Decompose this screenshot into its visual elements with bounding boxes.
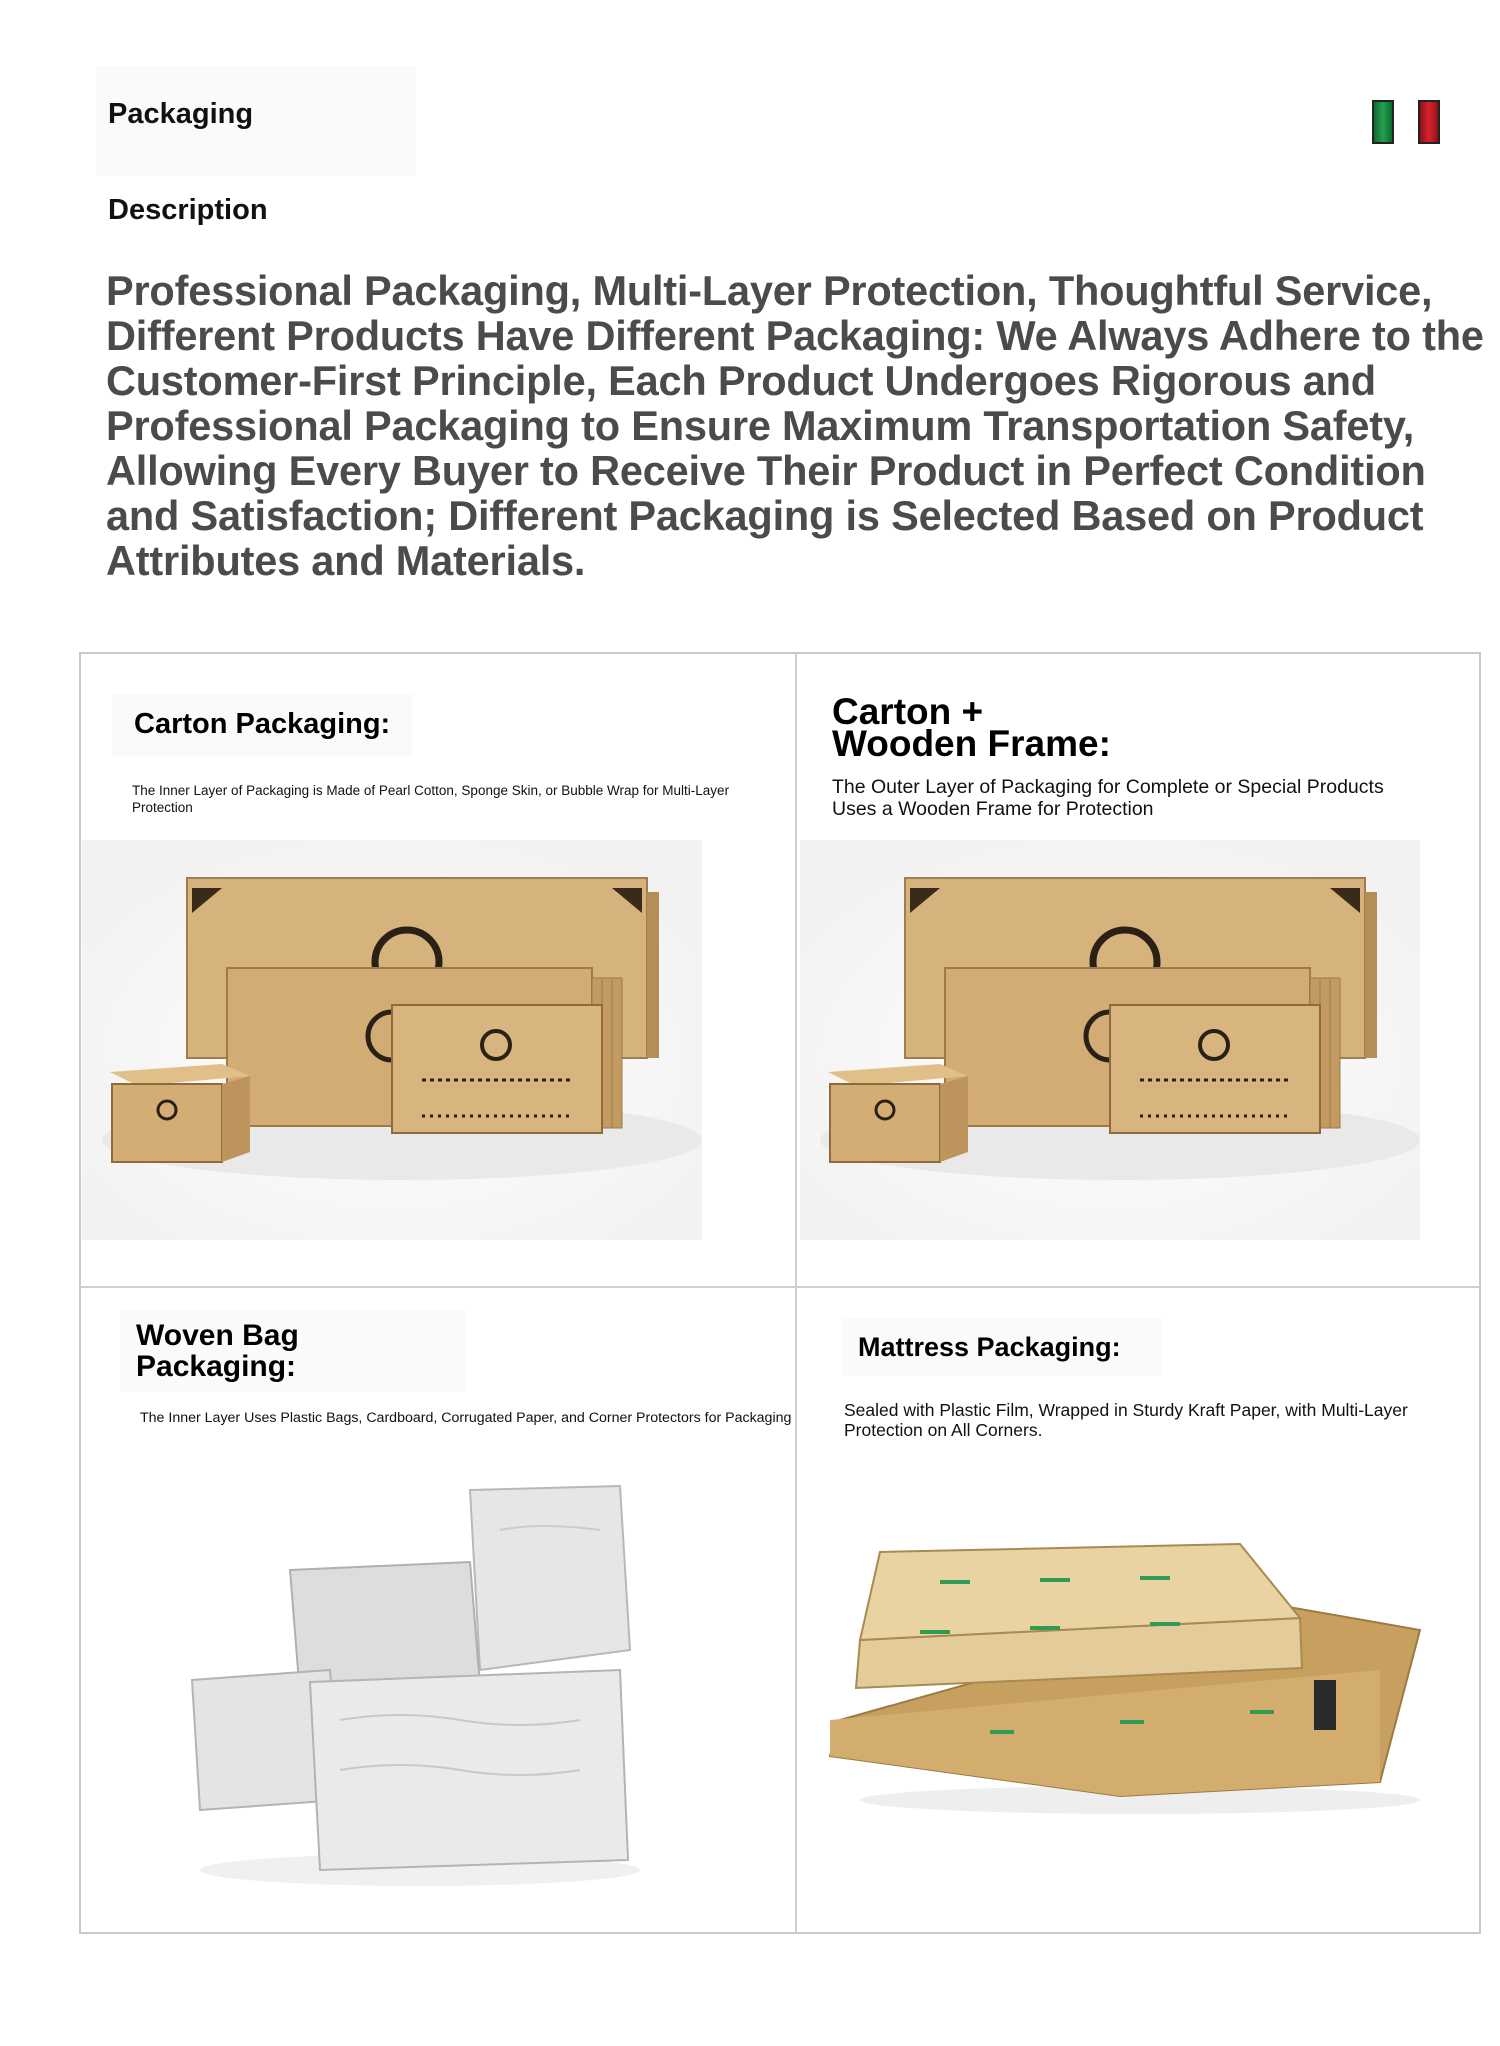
page-title: Packaging Description (96, 66, 416, 176)
cell-2-description: The Outer Layer of Packaging for Complete or Special Products Uses a Wooden Frame for Protection (832, 776, 1384, 820)
cell-3-title: Woven Bag Packaging: (136, 1319, 299, 1383)
cell-4-description: Sealed with Plastic Film, Wrapped in Sturdy Kraft Paper, with Multi-Layer Protection on All Corners. (844, 1400, 1408, 1440)
grid-divider-vertical (795, 654, 797, 1932)
cell-3-description: The Inner Layer Uses Plastic Bags, Cardboard, Corrugated Paper, and Corner Protectors for Packaging (140, 1410, 792, 1426)
flag-green-icon (1372, 100, 1394, 144)
kraft-mattress-image (820, 1520, 1430, 1820)
woven-bags-image (180, 1470, 650, 1890)
carton-boxes-image (82, 840, 702, 1240)
cell-1-title: Carton Packaging: (134, 708, 391, 740)
cell-1-description: The Inner Layer of Packaging is Made of Pearl Cotton, Sponge Skin, or Bubble Wrap for Multi-Layer Protection (132, 783, 730, 815)
intro-paragraph: Professional Packaging, Multi-Layer Protection, Thoughtful Service, Different Products Have Different Packaging: We Always Adhere to the Customer-First Principle, Each Product Undergoes Rigorous and Professional Packaging to Ensure Maximum Transportation Safety, Allowing Every Buyer to Receive Their Product in Perfect Condition and Satisfaction; Different Packaging is Selected Based on Product Attributes and Materials. (106, 267, 1484, 584)
carton-wooden-frame-image (800, 840, 1420, 1240)
cell-2-title: Carton + Wooden Frame: (832, 691, 1111, 764)
cell-4-title: Mattress Packaging: (858, 1332, 1121, 1362)
flag-red-icon (1418, 100, 1440, 144)
grid-divider-horizontal (81, 1286, 1479, 1288)
